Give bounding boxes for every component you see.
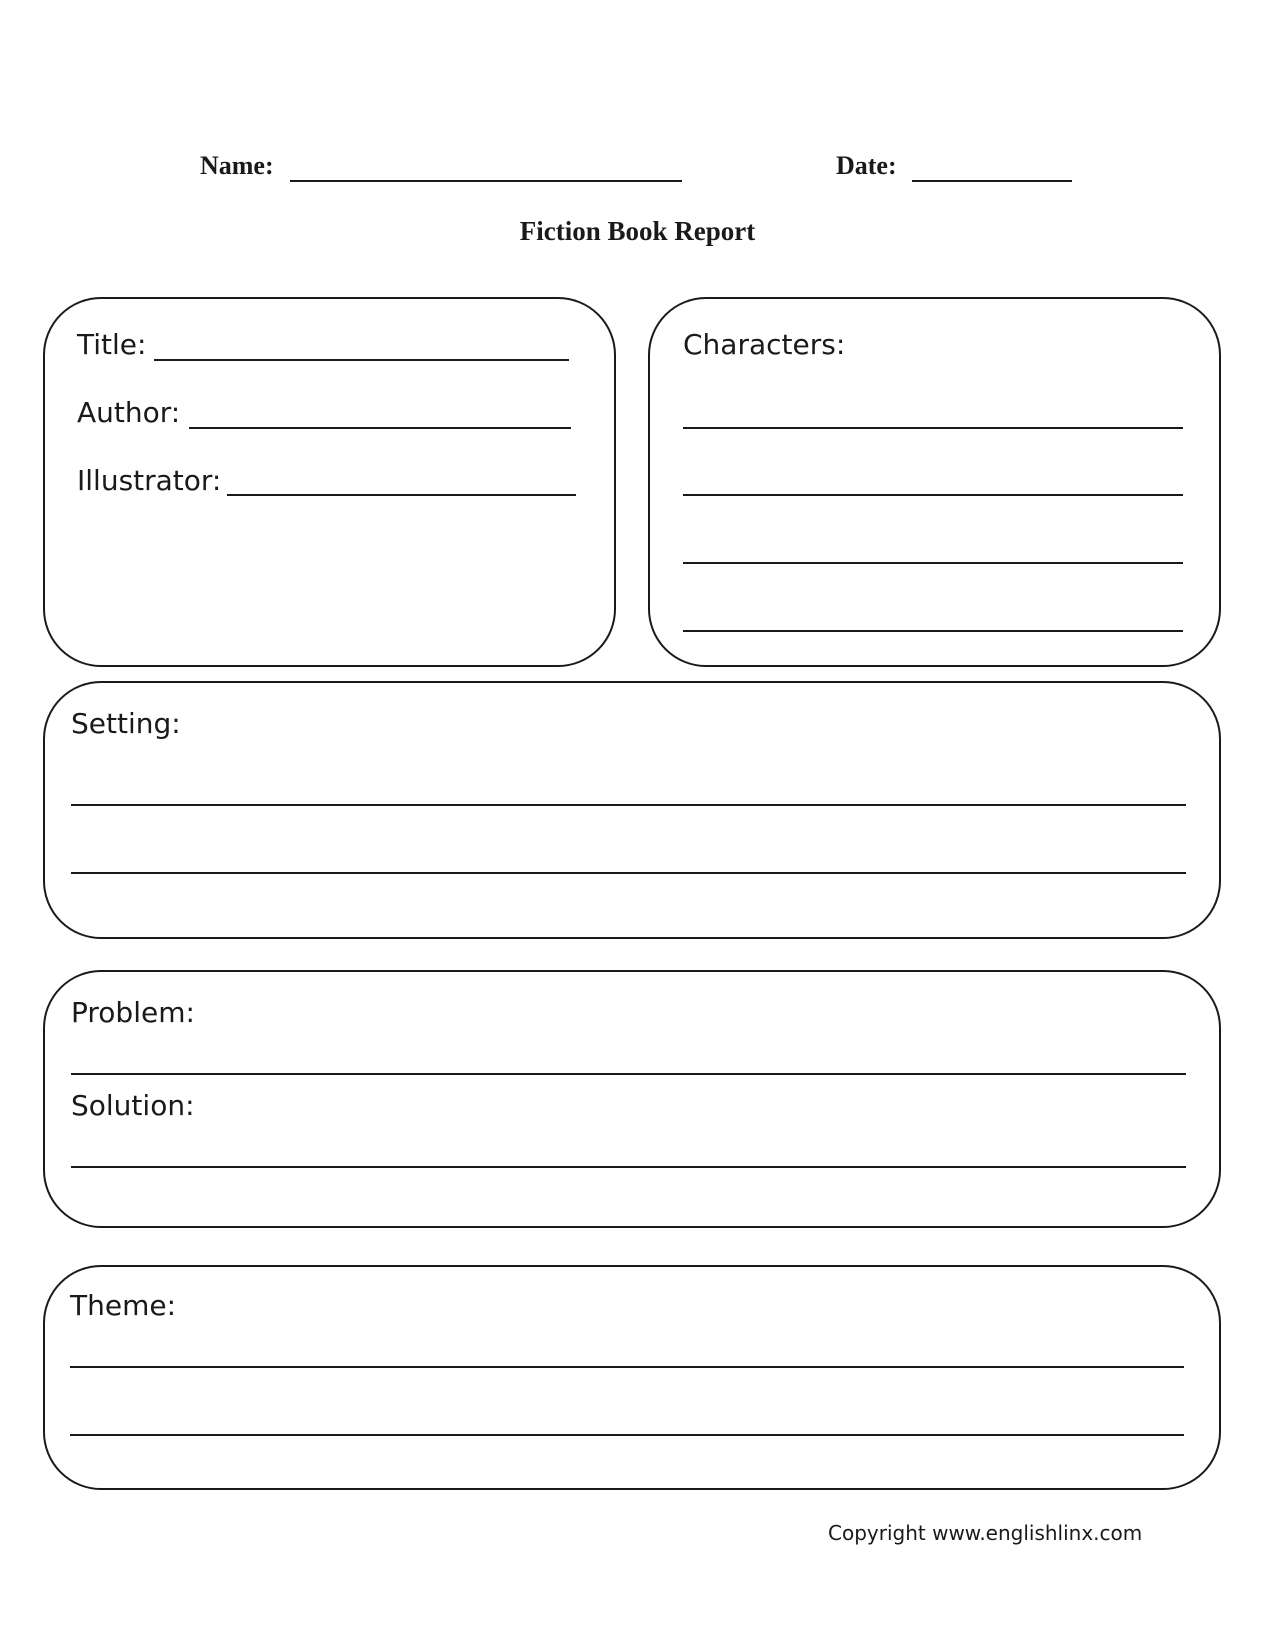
illustrator-field[interactable] [227, 494, 576, 496]
name-label: Name: [200, 151, 274, 180]
characters-label: Characters: [683, 328, 846, 361]
problem-solution-box [43, 970, 1221, 1228]
problem-line[interactable] [71, 1073, 1186, 1075]
theme-label: Theme: [70, 1289, 177, 1322]
name-field[interactable] [290, 180, 682, 182]
theme-line[interactable] [70, 1434, 1184, 1436]
page-title: Fiction Book Report [519, 216, 756, 246]
title-field[interactable] [154, 359, 569, 361]
illustrator-label: Illustrator: [77, 464, 222, 497]
setting-line[interactable] [71, 872, 1186, 874]
characters-line[interactable] [683, 630, 1183, 632]
setting-label: Setting: [71, 707, 181, 740]
characters-line[interactable] [683, 427, 1183, 429]
setting-box [43, 681, 1221, 939]
characters-line[interactable] [683, 562, 1183, 564]
setting-line[interactable] [71, 804, 1186, 806]
title-label: Title: [77, 328, 147, 361]
problem-label: Problem: [71, 996, 195, 1029]
theme-line[interactable] [70, 1366, 1184, 1368]
solution-label: Solution: [71, 1089, 195, 1122]
date-label: Date: [836, 151, 897, 180]
solution-line[interactable] [71, 1166, 1186, 1168]
author-field[interactable] [189, 427, 571, 429]
theme-box [43, 1265, 1221, 1490]
copyright-text: Copyright www.englishlinx.com [828, 1521, 1143, 1545]
date-field[interactable] [912, 180, 1072, 182]
characters-line[interactable] [683, 494, 1183, 496]
author-label: Author: [77, 396, 181, 429]
